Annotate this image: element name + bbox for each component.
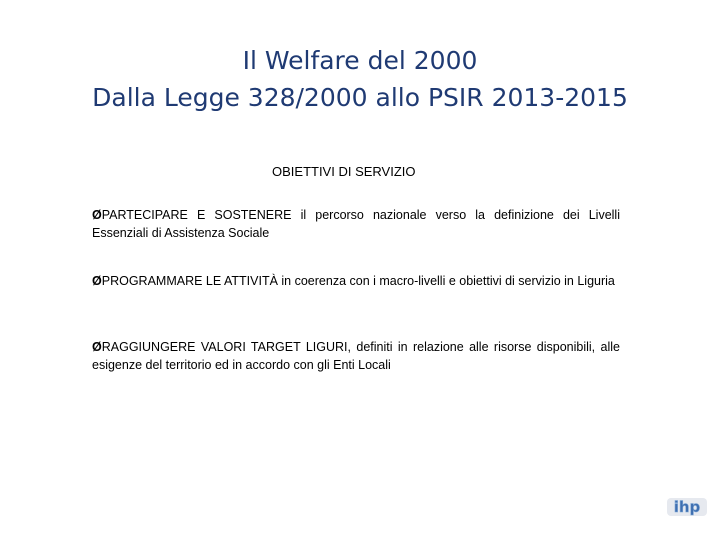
bullet-lead: PARTECIPARE E SOSTENERE [101,208,292,222]
bullet-lead: PROGRAMMARE LE ATTIVITÀ [101,274,278,288]
bullet-item [92,272,620,290]
section-heading: OBIETTIVI DI SERVIZIO [272,164,416,179]
bullet-text: , definiti in relazione alle risorse disponibili, alle esigenze del territorio ed in accordo con gli Enti Locali [92,340,620,372]
arrow-bullet-icon: Ø [92,274,102,288]
title-line-2: Dalla Legge 328/2000 allo PSIR 2013-2015 [92,83,628,112]
slide-title [40,42,680,116]
logo-text: ihp [673,498,701,516]
bullet-text: il percorso nazionale verso la definizione dei Livelli Essenziali di Assistenza Sociale [92,208,620,240]
bullet-item [92,338,620,374]
logo [666,494,708,520]
arrow-bullet-icon: Ø [92,340,102,354]
bullet-item [92,206,620,242]
title-line-1: Il Welfare del 2000 [242,46,478,75]
bullet-text: in coerenza con i macro-livelli e obiettivi di servizio in Liguria [277,274,615,288]
arrow-bullet-icon: Ø [92,208,102,222]
bullet-lead: RAGGIUNGERE VALORI TARGET LIGURI [101,340,348,354]
